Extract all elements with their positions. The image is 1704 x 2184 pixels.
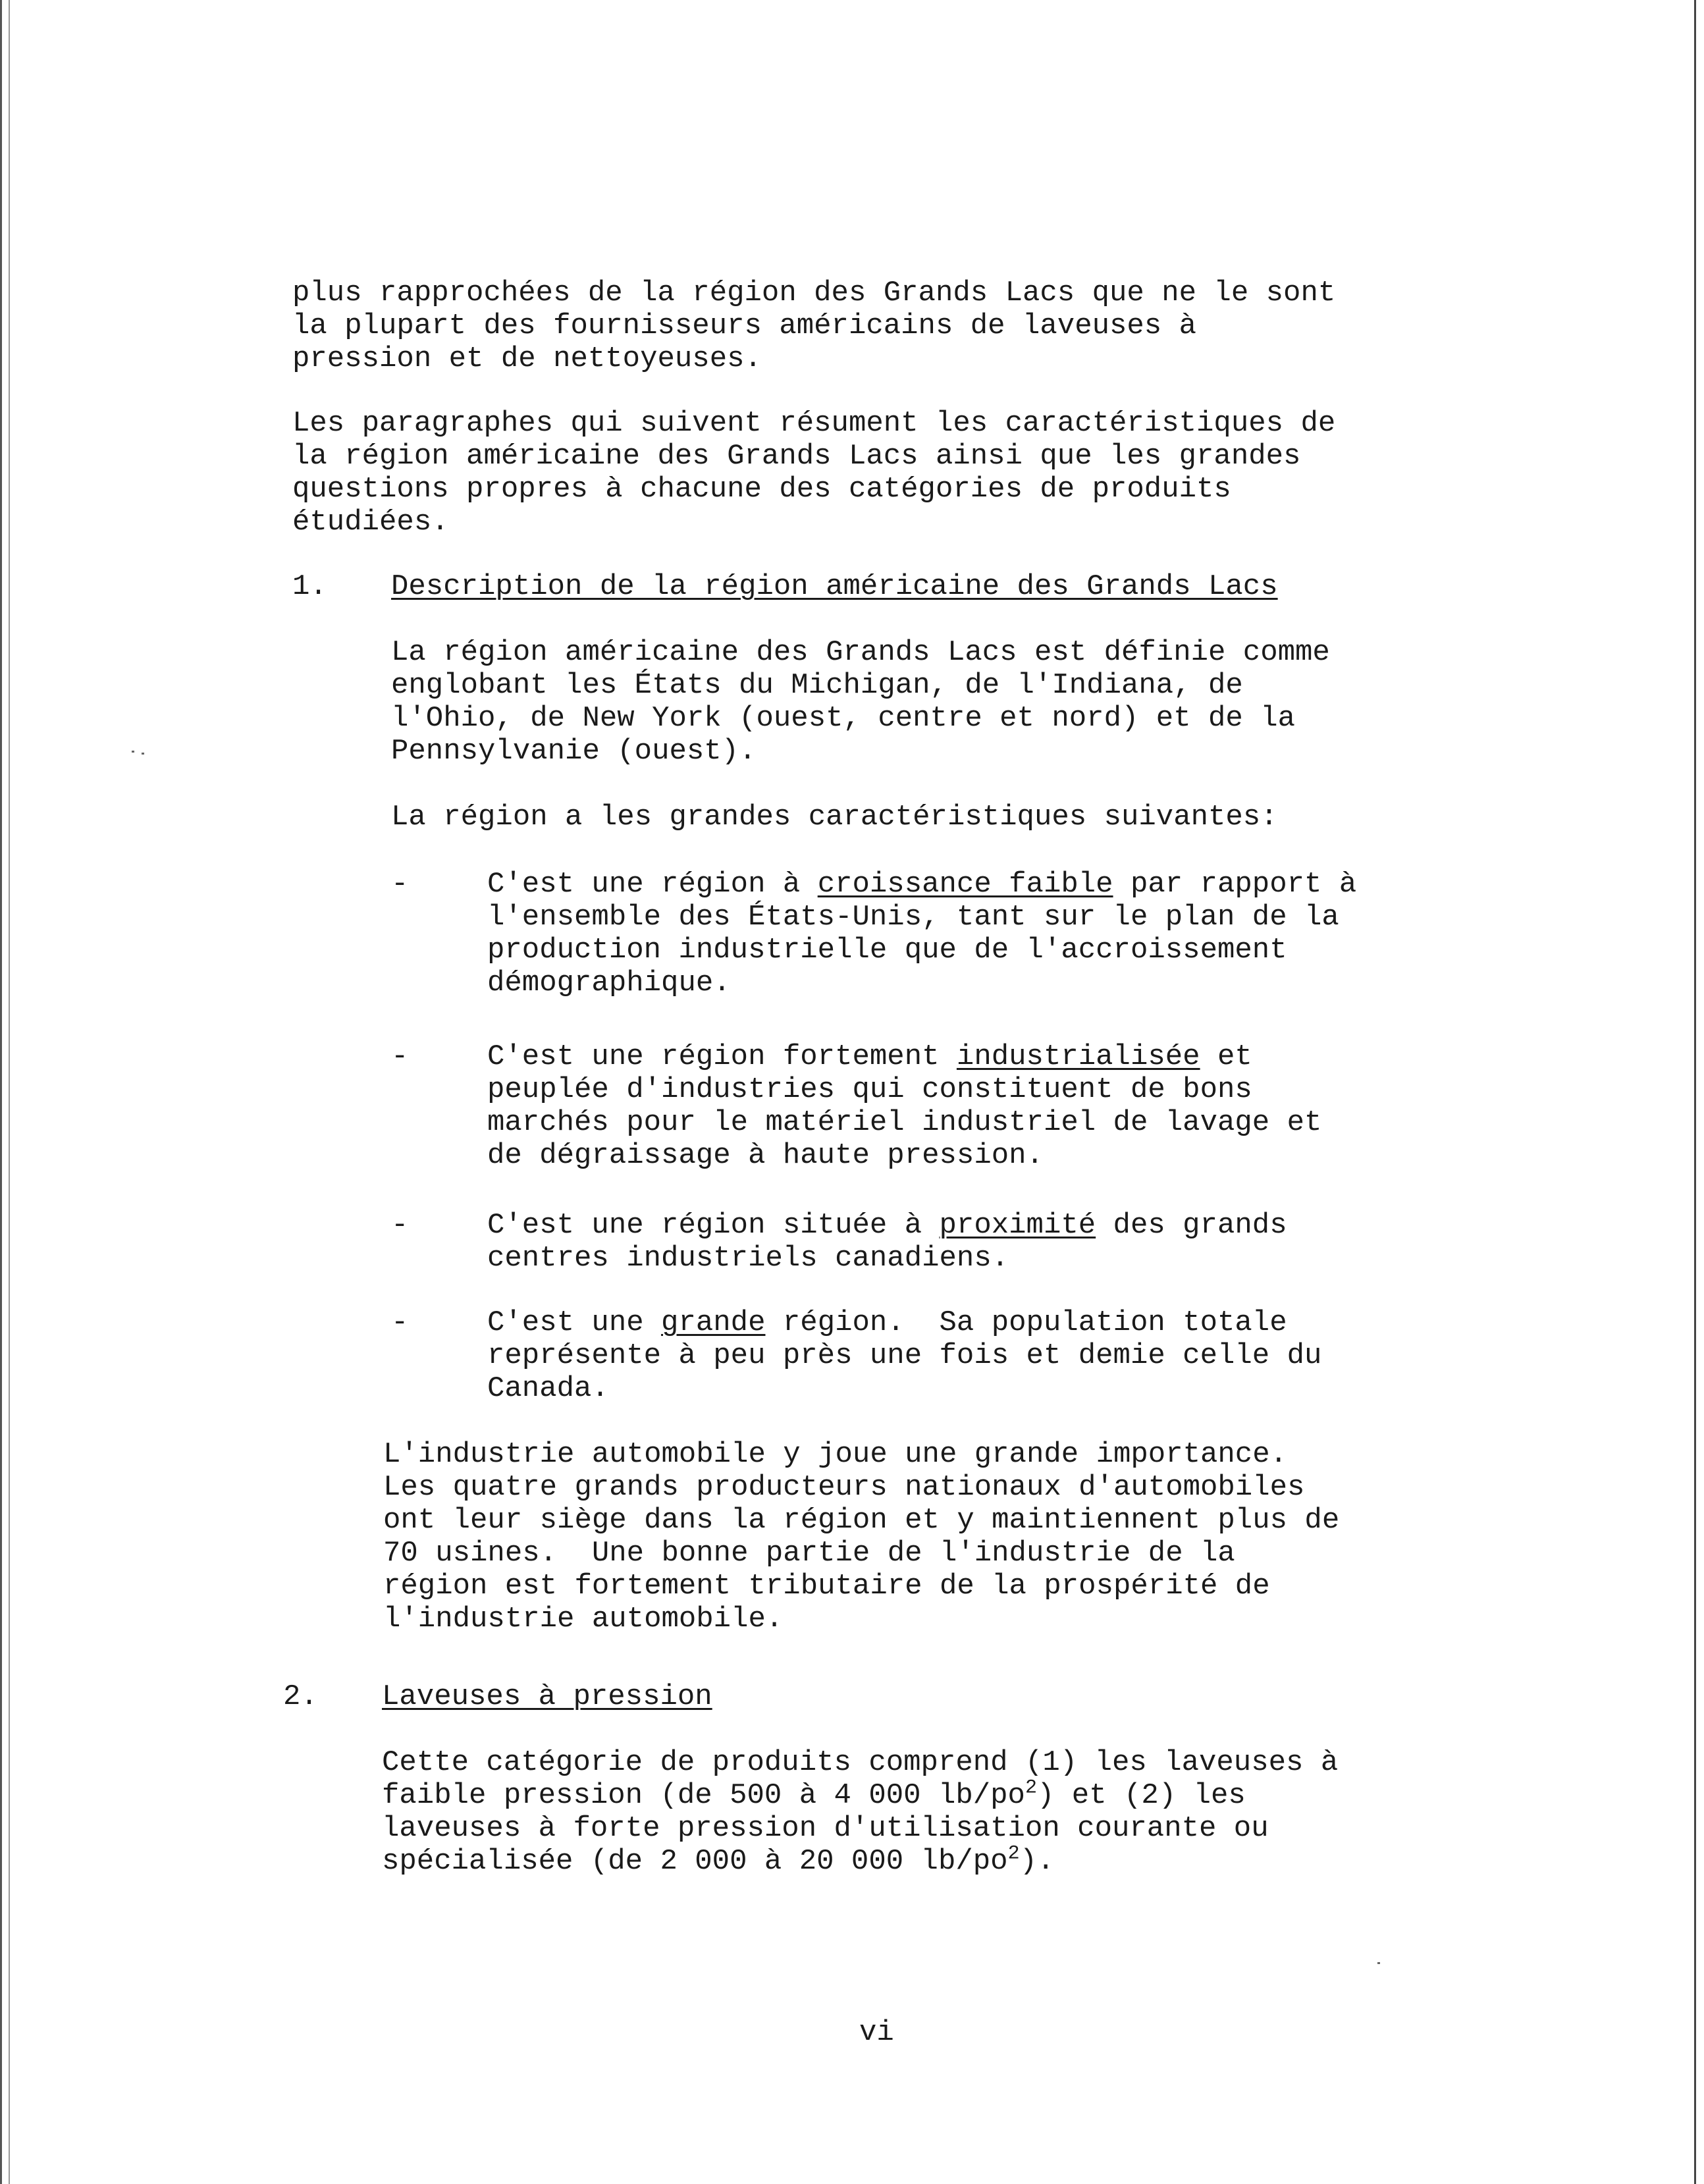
scan-speck	[1377, 1962, 1380, 1964]
bullet-line: l'ensemble des États-Unis, tant sur le plan de la	[487, 901, 1339, 934]
summary-line: étudiées.	[292, 506, 449, 539]
bullet-dash: -	[391, 868, 409, 901]
section-heading: Laveuses à pression	[382, 1680, 712, 1713]
summary-line: questions propres à chacune des catégories de produits	[292, 473, 1231, 506]
bullet-line: production industrielle que de l'accroissement	[487, 934, 1287, 967]
automobile-line: L'industrie automobile y joue une grande importance.	[383, 1438, 1288, 1471]
emphasis: industrialisée	[956, 1040, 1200, 1073]
page-number: vi	[859, 2016, 894, 2049]
intro-line: plus rapprochées de la région des Grands Lacs que ne le sont	[292, 277, 1336, 309]
definition-line: l'Ohio, de New York (ouest, centre et nord) et de la	[391, 702, 1296, 735]
automobile-line: ont leur siège dans la région et y maintiennent plus de	[383, 1504, 1340, 1537]
definition-line: Pennsylvanie (ouest).	[391, 735, 757, 768]
section-heading: Description de la région américaine des Grands Lacs	[391, 570, 1278, 603]
bullet-dash: -	[391, 1306, 409, 1339]
automobile-line: l'industrie automobile.	[383, 1603, 784, 1636]
section2-line: faible pression (de 500 à 4 000 $lb/po^2$) et (2) les	[382, 1776, 1246, 1812]
bullet-line: C'est une grande région. Sa population totale	[487, 1306, 1287, 1339]
bullet-line: peuplée d'industries qui constituent de bons	[487, 1073, 1252, 1106]
section2-line: spécialisée (de 2 000 à 20 000 $lb/po^2$).	[382, 1842, 1055, 1878]
bullet-line: de dégraissage à haute pression.	[487, 1139, 1044, 1172]
scan-left-edge	[0, 0, 14, 2184]
bullet-dash: -	[391, 1040, 409, 1073]
emphasis: croissance faible	[817, 868, 1113, 901]
characteristics-intro: La région a les grandes caractéristiques suivantes:	[391, 801, 1278, 834]
bullet-line: marchés pour le matériel industriel de lavage et	[487, 1106, 1322, 1139]
bullet-line: C'est une région à croissance faible par rapport à	[487, 868, 1357, 901]
scan-speck	[142, 753, 144, 755]
scan-right-edge	[1694, 0, 1696, 2184]
summary-line: Les paragraphes qui suivent résument les caractéristiques de	[292, 407, 1336, 440]
section-number: 2.	[283, 1680, 318, 1713]
bullet-line: Canada.	[487, 1372, 609, 1405]
bullet-dash: -	[391, 1209, 409, 1242]
emphasis: grande	[661, 1306, 766, 1339]
section2-line: laveuses à forte pression d'utilisation courante ou	[382, 1812, 1269, 1845]
bullet-line: représente à peu près une fois et demie celle du	[487, 1339, 1322, 1372]
emphasis: proximité	[939, 1209, 1096, 1242]
definition-line: englobant les États du Michigan, de l'Indiana, de	[391, 669, 1243, 702]
scan-speck	[132, 751, 134, 753]
automobile-line: Les quatre grands producteurs nationaux d'automobiles	[383, 1471, 1305, 1504]
section2-line: Cette catégorie de produits comprend (1) les laveuses à	[382, 1746, 1339, 1779]
summary-line: la région américaine des Grands Lacs ainsi que les grandes	[292, 440, 1301, 473]
section-number: 1.	[292, 570, 327, 603]
intro-line: la plupart des fournisseurs américains de laveuses à	[292, 309, 1197, 342]
bullet-line: C'est une région fortement industrialisée et	[487, 1040, 1252, 1073]
bullet-line: centres industriels canadiens.	[487, 1242, 1009, 1275]
automobile-line: 70 usines. Une bonne partie de l'industrie de la	[383, 1537, 1235, 1570]
bullet-line: démographique.	[487, 967, 731, 999]
definition-line: La région américaine des Grands Lacs est définie comme	[391, 636, 1330, 669]
intro-line: pression et de nettoyeuses.	[292, 342, 762, 375]
bullet-line: C'est une région située à proximité des grands	[487, 1209, 1287, 1242]
automobile-line: région est fortement tributaire de la prospérité de	[383, 1570, 1270, 1603]
